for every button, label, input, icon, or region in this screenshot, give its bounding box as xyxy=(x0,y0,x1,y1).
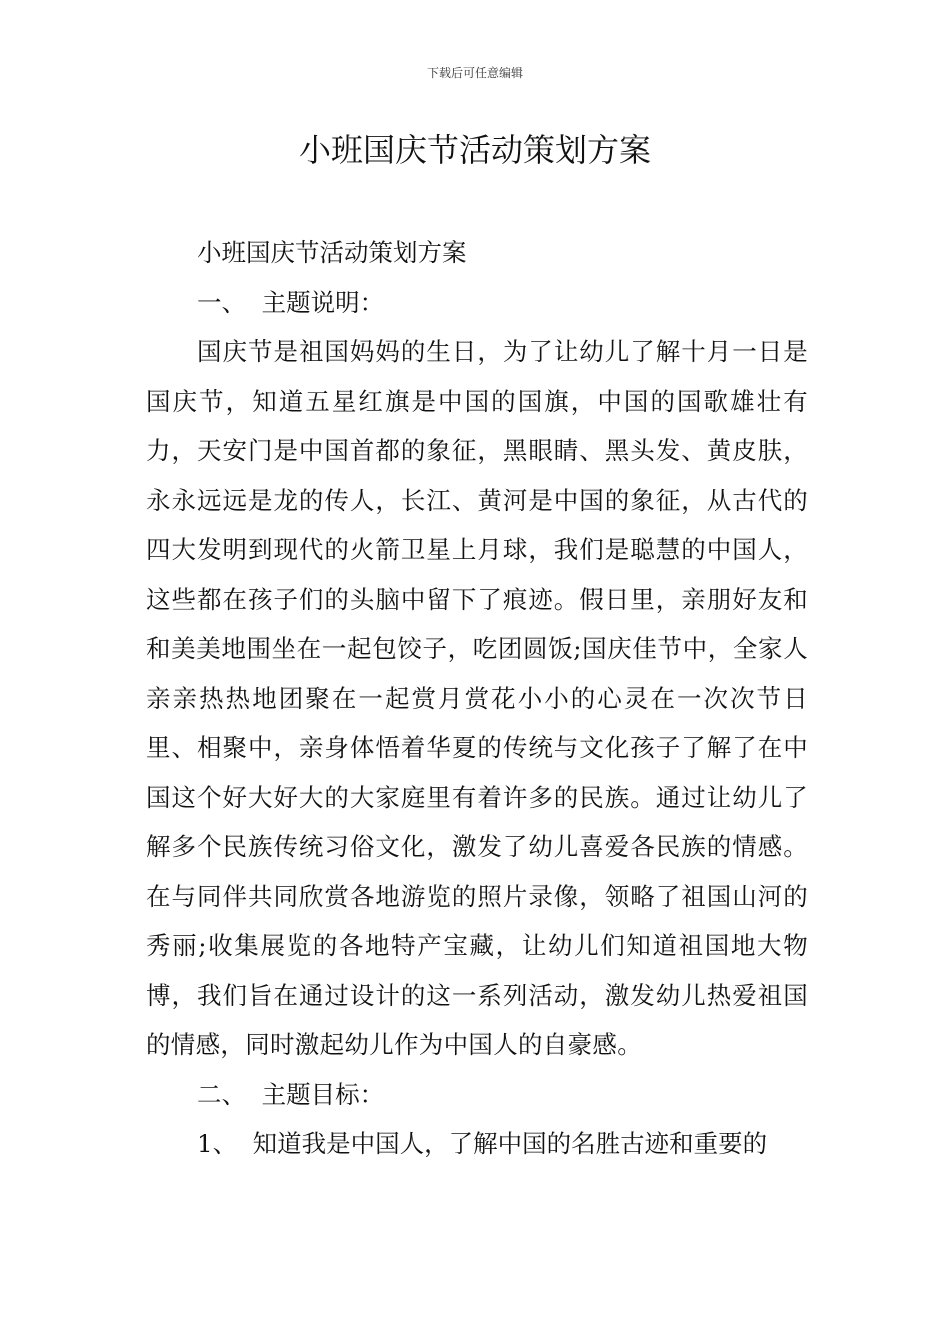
document-title: 小班国庆节活动策划方案 xyxy=(298,131,651,169)
page-header-note: 下载后可任意编辑 xyxy=(426,66,523,80)
document-subtitle: 小班国庆节活动策划方案 xyxy=(197,238,467,267)
document-body xyxy=(146,228,808,1169)
section-heading-theme-goals: 二、 主题目标： xyxy=(197,1079,385,1109)
theme-description-paragraph: 国庆节是祖国妈妈的生日，为了让幼儿了解十月一日是国庆节，知道五星红旗是中国的国旗，中国的国歌雄壮有力，天安门是中国首都的象征，黑眼睛、黑头发、黄皮肤，永永远远是龙的传人，长江、黄河是中国的象征，从古代的四大发明到现代的火箭卫星上月球，我们是聪慧的中国人，这些都在孩子们的头脑中留下了痕迹。假日里，亲朋好友和和美美地围坐在一起包饺子，吃团圆饭;国庆佳节中，全家人亲亲热热地团聚在一起赏月赏花小小的心灵在一次次节日里、相聚中，亲身体悟着华夏的传统与文化孩子了解了在中国这个好大好大的大家庭里有着许多的民族。通过让幼儿了解多个民族传统习俗文化，激发了幼儿喜爱各民族的情感。在与同伴共同欣赏各地游览的照片录像，领略了祖国山河的秀丽;收集展览的各地特产宝藏，让幼儿们知道祖国地大物博，我们旨在通过设计的这一系列活动，激发幼儿热爱祖国的情感，同时激起幼儿作为中国人的自豪感。 xyxy=(146,337,808,1059)
goal-item-1: 1、 知道我是中国人，了解中国的名胜古迹和重要的 xyxy=(197,1129,768,1158)
section-heading-theme-description: 一、 主题说明： xyxy=(197,287,385,317)
